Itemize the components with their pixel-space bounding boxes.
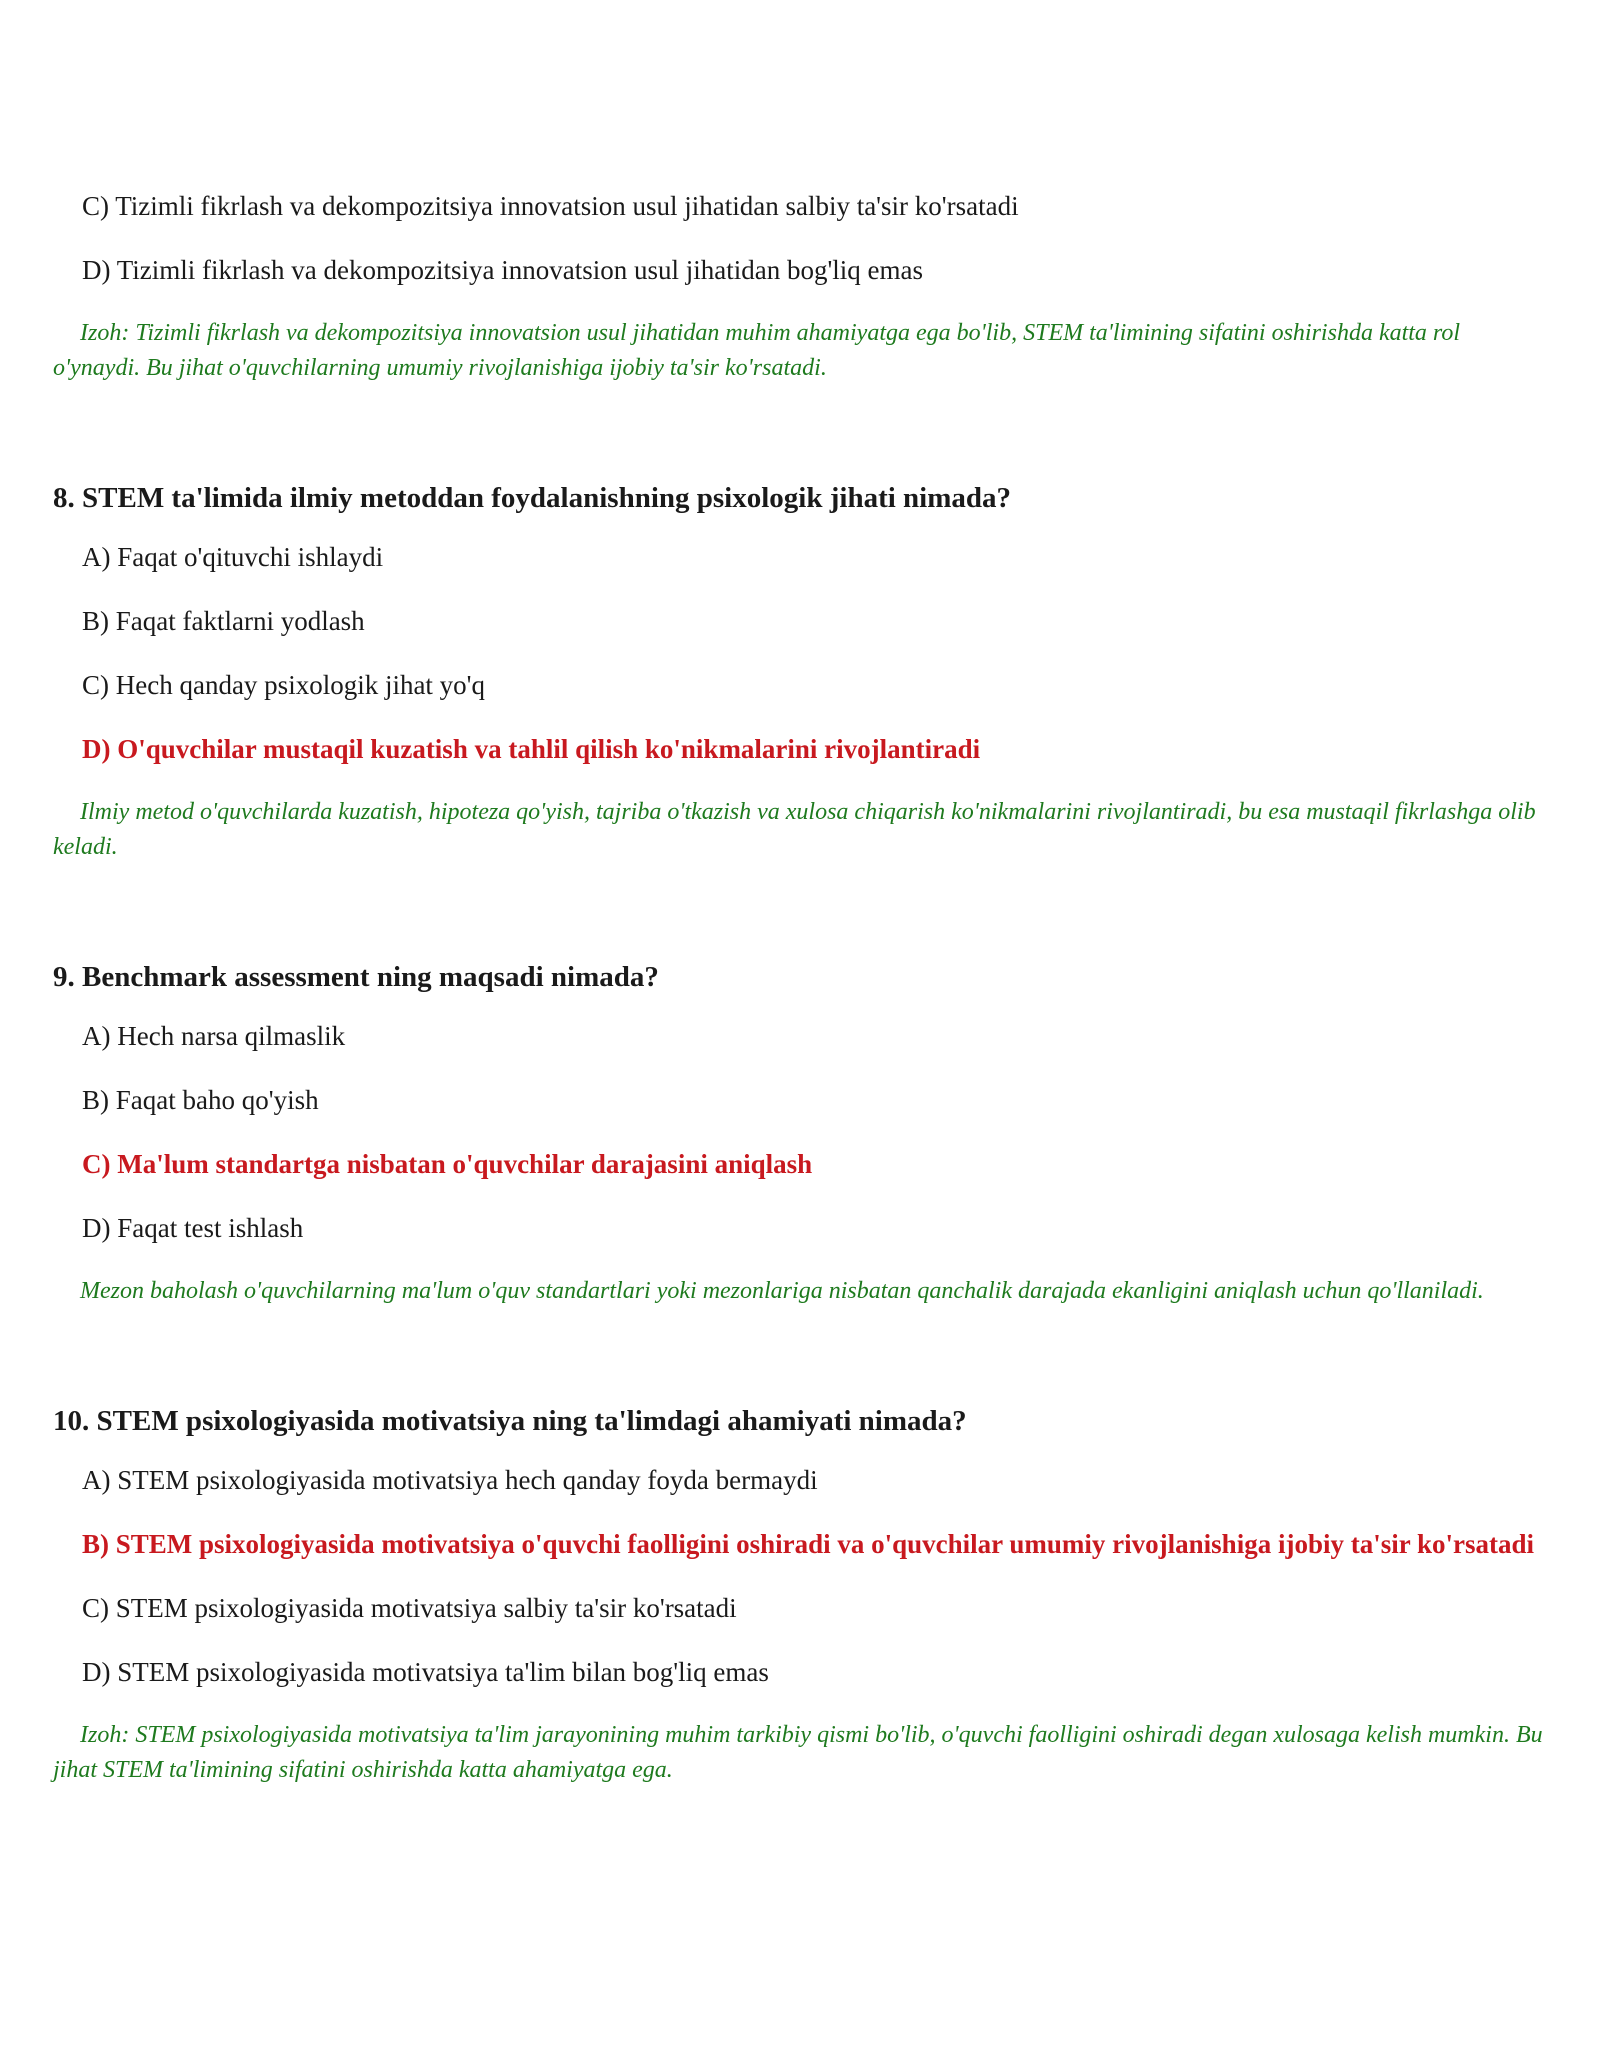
explanation: Mezon baholash o'quvchilarning ma'lum o'quv standartlari yoki mezonlariga nisbatan qanchalik darajada ekanligini aniqlash uchun qo'llaniladi. (80, 1278, 1484, 1304)
option-c: C) Tizimli fikrlash va dekompozitsiya innovatsion usul jihatidan salbiy ta'sir ko'rsatadi (82, 191, 1019, 221)
question-7-continuation (53, 188, 1548, 386)
option-d-correct: D) O'quvchilar mustaqil kuzatish va tahlil qilish ko'nikmalarini rivojlantiradi (82, 734, 981, 764)
question-8 (53, 479, 1548, 865)
question-title: 10. STEM psixologiyasida motivatsiya ning ta'limdagi ahamiyati nimada? (53, 1405, 967, 1437)
question-title: 9. Benchmark assessment ning maqsadi nimada? (53, 961, 659, 993)
explanation: Ilmiy metod o'quvchilarda kuzatish, hipoteza qo'yish, tajriba o'tkazish va xulosa chiqarish ko'nikmalarini rivojlantiradi, bu esa mustaqil fikrlashga olib keladi. (53, 799, 1536, 860)
option-d: D) Faqat test ishlash (82, 1213, 304, 1243)
question-9 (53, 958, 1548, 1309)
document-page (53, 188, 1548, 1881)
option-b: B) Faqat faktlarni yodlash (82, 606, 365, 636)
option-b-correct: B) STEM psixologiyasida motivatsiya o'quvchi faolligini oshiradi va o'quvchilar umumiy rivojlanishiga ijobiy ta'sir ko'rsatadi (82, 1529, 1534, 1559)
option-c: C) Hech qanday psixologik jihat yo'q (82, 670, 486, 700)
option-a: A) STEM psixologiyasida motivatsiya hech qanday foyda bermaydi (82, 1465, 818, 1495)
explanation: Izoh: STEM psixologiyasida motivatsiya ta'lim jarayonining muhim tarkibiy qismi bo'lib, o'quvchi faolligini oshiradi degan xulosaga kelish mumkin. Bu jihat STEM ta'limining sifatini oshirishda katta ahamiyatga ega. (53, 1722, 1543, 1783)
explanation: Izoh: Tizimli fikrlash va dekompozitsiya innovatsion usul jihatidan muhim ahamiyatga ega bo'lib, STEM ta'limining sifatini oshirishda katta rol o'ynaydi. Bu jihat o'quvchilarning umumiy rivojlanishiga ijobiy ta'sir ko'rsatadi. (53, 320, 1461, 381)
option-c: C) STEM psixologiyasida motivatsiya salbiy ta'sir ko'rsatadi (82, 1593, 737, 1623)
option-d: D) STEM psixologiyasida motivatsiya ta'lim bilan bog'liq emas (82, 1657, 769, 1687)
option-b: B) Faqat baho qo'yish (82, 1085, 319, 1115)
option-a: A) Faqat o'qituvchi ishlaydi (82, 542, 384, 572)
question-title: 8. STEM ta'limida ilmiy metoddan foydalanishning psixologik jihati nimada? (53, 482, 1012, 514)
option-d: D) Tizimli fikrlash va dekompozitsiya innovatsion usul jihatidan bog'liq emas (82, 255, 924, 285)
question-10 (53, 1402, 1548, 1788)
option-c-correct: C) Ma'lum standartga nisbatan o'quvchilar darajasini aniqlash (82, 1149, 813, 1179)
option-a: A) Hech narsa qilmaslik (82, 1021, 346, 1051)
